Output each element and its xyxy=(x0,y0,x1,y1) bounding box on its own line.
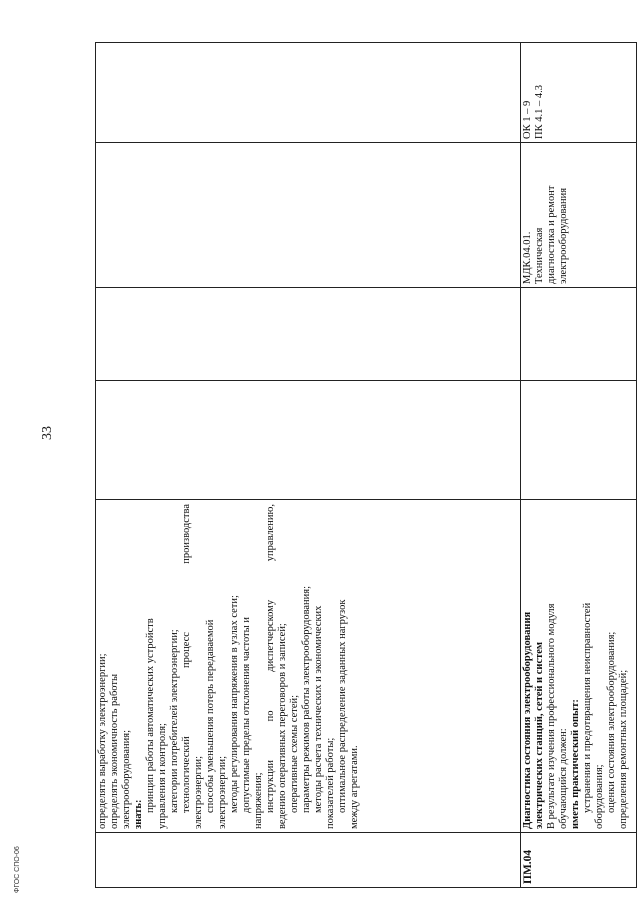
text-line: обучающийся должен: xyxy=(558,728,569,829)
text-line: способы уменьшения потерь передаваемой xyxy=(205,619,216,813)
section-heading: иметь практический опыт: xyxy=(570,699,581,829)
text-line: инструкции по диспетчерскому управлению, xyxy=(265,504,276,813)
mdk-code: МДК.04.01. xyxy=(522,231,533,284)
text-line: категории потребителей электроэнергии; xyxy=(169,629,180,813)
footer-label: ФГОС СПО-06 xyxy=(14,846,21,893)
mdk-title: электрооборудования xyxy=(558,187,569,284)
competency-code: ОК 1 – 9 xyxy=(522,100,533,139)
text-line: напряжения; xyxy=(253,772,264,829)
text-line: методы регулирования напряжения в узлах сети; xyxy=(229,595,240,813)
module-title: электрических станций, сетей и систем xyxy=(534,641,545,829)
text-line: электроэнергии; xyxy=(193,755,204,829)
text-line: оперативные схемы сетей; xyxy=(289,694,300,813)
section-heading: знать: xyxy=(133,799,144,829)
text-line: определять выработку электроэнергии; xyxy=(97,653,108,829)
module-title: Диагностика состояния электрооборудования xyxy=(522,611,533,829)
text-line: В результате изучения профессионального модуля xyxy=(546,603,557,829)
competencies-cell xyxy=(520,42,637,143)
page-number: 33 xyxy=(40,426,55,440)
text-line: допустимые пределы отклонения частоты и xyxy=(241,617,252,813)
text-line: электроэнергии; xyxy=(217,755,228,829)
row2-description xyxy=(520,500,637,833)
row1-description xyxy=(95,500,520,833)
text-line: оценки состояния электрооборудования; xyxy=(606,631,617,813)
text-line: определения ремонтных площадей; xyxy=(618,669,629,829)
text-line: определять экономичность работы xyxy=(109,673,120,829)
mdk-title: Техническая xyxy=(534,227,545,284)
competency-code: ПК 4.1 – 4.3 xyxy=(534,85,545,139)
text-line: показателей работы; xyxy=(325,737,336,829)
text-line: технологический процесс производства xyxy=(181,504,192,813)
rotated-page xyxy=(95,42,637,888)
text-line: принцип работы автоматических устройств xyxy=(145,618,156,813)
mdk-title: диагностика и ремонт xyxy=(546,185,557,284)
text-line: между агрегатами. xyxy=(349,745,360,829)
module-code: ПМ.04 xyxy=(522,849,534,884)
mdk-cell xyxy=(520,143,637,288)
text-line: управления и контроля; xyxy=(157,723,168,829)
text-line: ведению оперативных переговоров и записей; xyxy=(277,623,288,829)
text-line: оборудования; xyxy=(594,764,605,829)
text-line: параметры режимов работы электрооборудования; xyxy=(301,585,312,813)
text-line: электрооборудования; xyxy=(121,730,132,829)
text-line: устранения и предотвращения неисправностей xyxy=(582,602,593,813)
text-line: методы расчета технических и экономических xyxy=(313,605,324,813)
text-line: оптимальное распределение заданных нагрузок xyxy=(337,599,348,813)
column-divider xyxy=(95,380,637,381)
